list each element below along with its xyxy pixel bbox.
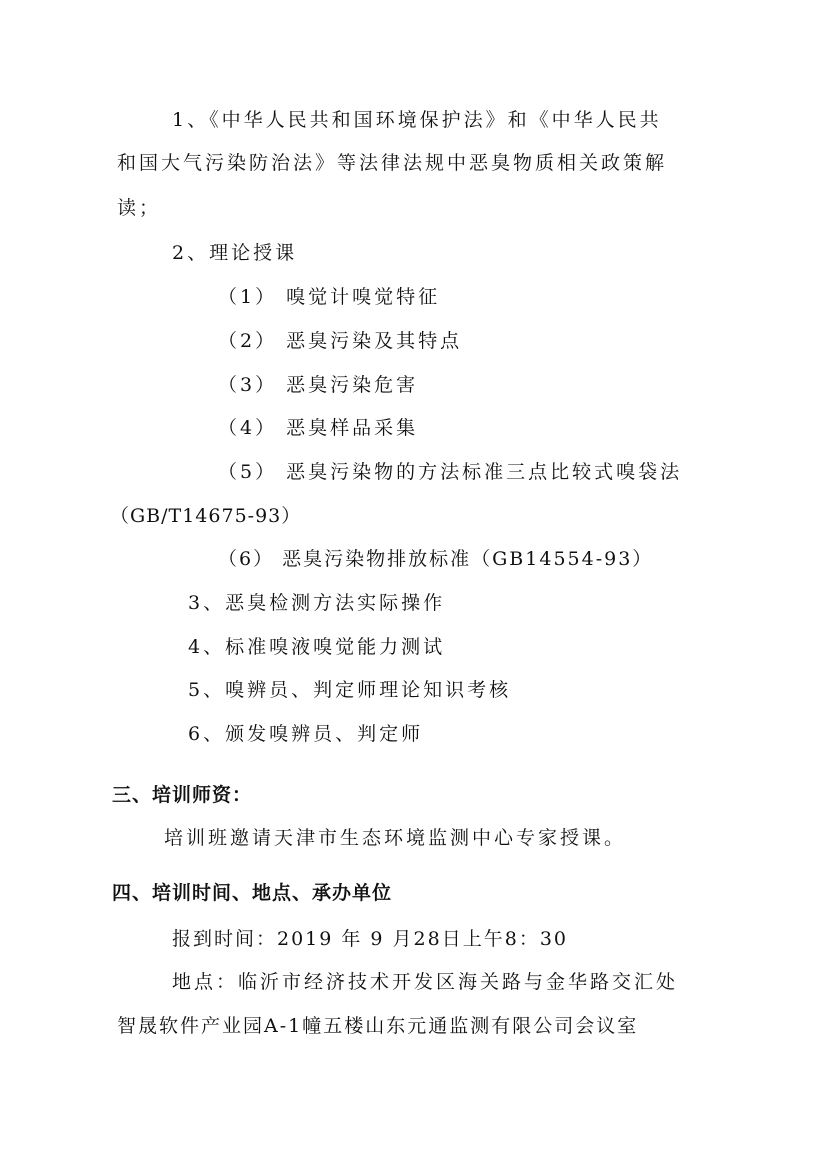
item-1-line-1: 1、《中华人民共和国环境保护法》和《中华人民共	[172, 109, 662, 131]
item-3: 3、恶臭检测方法实际操作	[188, 592, 446, 614]
item-1-line-3: 读；	[117, 197, 162, 219]
place-line-2: 智晟软件产业园A-1幢五楼山东元通监测有限公司会议室	[117, 1015, 639, 1037]
report-time: 报到时间：2019 年 9 月28日上午8：30	[172, 928, 569, 950]
item-4: 4、标准嗅液嗅觉能力测试	[188, 636, 446, 658]
sub-item-4: （4） 恶臭样品采集	[218, 417, 419, 439]
teachers-text: 培训班邀请天津市生态环境监测中心专家授课。	[164, 827, 627, 849]
place-line-1: 地点：临沂市经济技术开发区海关路与金华路交汇处	[172, 971, 679, 993]
sub-item-3: （3） 恶臭污染危害	[218, 374, 419, 396]
sub-item-5: （5） 恶臭污染物的方法标准三点比较式嗅袋法	[218, 461, 683, 483]
item-2-theory-lectures: 2、理论授课	[172, 242, 298, 264]
sub-item-6: （6） 恶臭污染物排放标准（GB14554-93）	[218, 548, 654, 570]
heading-time-place-organizer: 四、培训时间、地点、承办单位	[112, 882, 393, 904]
item-1-line-2: 和国大气污染防治法》等法律法规中恶臭物质相关政策解	[117, 152, 668, 174]
heading-teachers: 三、培训师资：	[112, 784, 253, 806]
sub-item-2: （2） 恶臭污染及其特点	[218, 330, 463, 352]
sub-item-5-standard-code: （GB/T14675-93）	[110, 505, 302, 527]
sub-item-1: （1） 嗅觉计嗅觉特征	[218, 286, 441, 308]
item-5: 5、嗅辨员、判定师理论知识考核	[188, 679, 512, 701]
item-6: 6、颁发嗅辨员、判定师	[188, 723, 424, 745]
